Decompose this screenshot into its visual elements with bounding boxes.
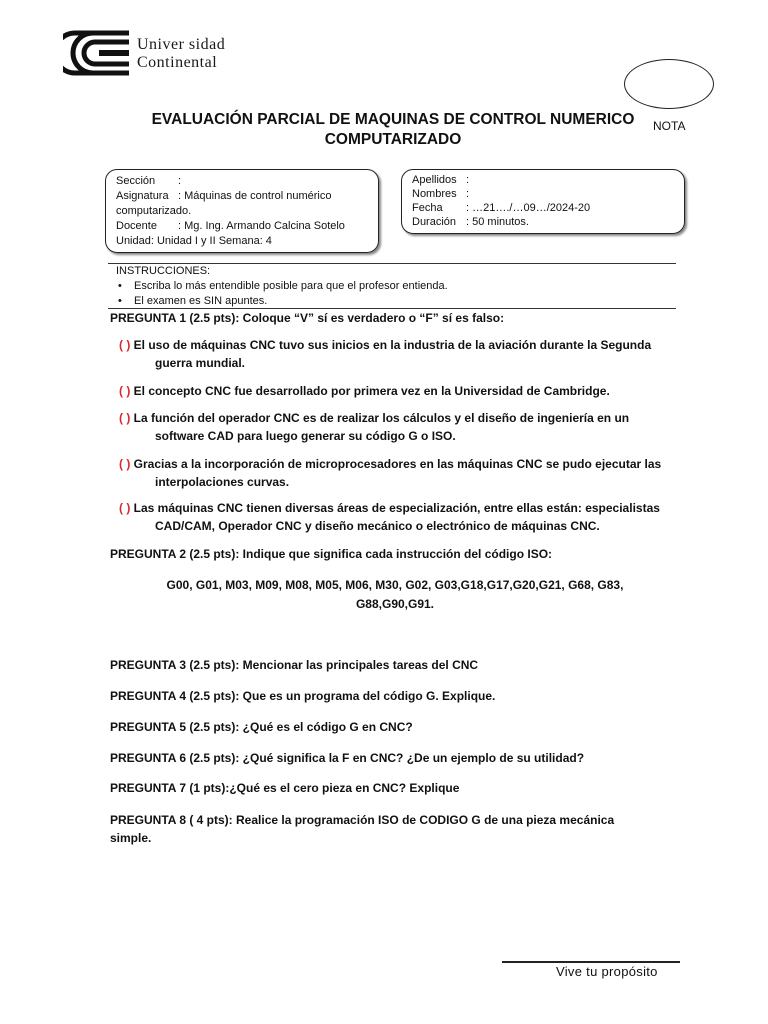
- university-name-line1: Univer sidad: [137, 36, 226, 53]
- info-value: : Mg. Ing. Armando Calcina Sotelo: [178, 220, 345, 232]
- question-7-text: PREGUNTA 7 (1 pts):¿Qué es el cero pieza en CNC? Explique: [110, 781, 460, 795]
- info-row-subject: [116, 189, 378, 204]
- exam-title-line2: COMPUTARIZADO: [324, 131, 462, 148]
- course-info-box: [105, 169, 379, 253]
- university-logo-icon: [63, 30, 131, 76]
- answer-parenthesis[interactable]: ( ): [119, 384, 131, 398]
- info-label: Sección: [116, 175, 156, 187]
- question-5-text: PREGUNTA 5 (2.5 pts): ¿Qué es el código G en CNC?: [110, 720, 413, 734]
- info-label: Nombres: [412, 188, 457, 200]
- info-row-section: [116, 174, 378, 189]
- info-row-lastname: [412, 173, 684, 187]
- question-8-text: PREGUNTA 8 ( 4 pts): Realice la programación ISO de CODIGO G de una pieza mecánica simple.: [110, 813, 615, 845]
- info-label: Fecha: [412, 202, 443, 214]
- tf-statement-3: ( ) La función del operador CNC es de realizar los cálculos y el diseño de ingeniería en un software CAD para luego generar su código G o ISO.: [119, 411, 630, 443]
- university-name: [137, 36, 225, 72]
- info-label: Apellidos: [412, 174, 457, 186]
- instructions-heading: INSTRUCCIONES:: [116, 265, 211, 277]
- info-row-duration: [412, 215, 684, 229]
- instruction-item: • El examen es SIN apuntes.: [118, 295, 268, 307]
- answer-parenthesis[interactable]: ( ): [119, 457, 131, 471]
- footer-slogan: Vive tu propósito: [556, 964, 658, 979]
- question-3-text: PREGUNTA 3 (2.5 pts): Mencionar las principales tareas del CNC: [110, 658, 479, 672]
- info-row-subject-cont: computarizado.: [116, 205, 192, 217]
- info-value: :: [466, 188, 470, 200]
- tf-statement-5: ( ) Las máquinas CNC tienen diversas áreas de especialización, entre ellas están: especialistas CAD/CAM, Operador CNC y diseño mecánico o electrónico de máquinas CNC.: [119, 501, 660, 533]
- tf-statement-2: ( ) El concepto CNC fue desarrollado por primera vez en la Universidad de Cambridge.: [119, 384, 610, 398]
- instructions-list: [116, 279, 448, 309]
- answer-parenthesis[interactable]: ( ): [119, 501, 131, 515]
- question-2-text: PREGUNTA 2 (2.5 pts): Indique que significa cada instrucción del código ISO:: [110, 547, 553, 561]
- instructions-block: [116, 264, 448, 309]
- info-value: :: [466, 174, 470, 186]
- university-name-line2: Continental: [137, 54, 218, 71]
- answer-parenthesis[interactable]: ( ): [119, 411, 131, 425]
- footer-rule: [502, 961, 680, 963]
- question-4-text: PREGUNTA 4 (2.5 pts): Que es un programa del código G. Explique.: [110, 689, 496, 703]
- info-row-teacher: [116, 219, 378, 234]
- question-6-text: PREGUNTA 6 (2.5 pts): ¿Qué significa la F en CNC? ¿De un ejemplo de su utilidad?: [110, 751, 585, 765]
- info-row-names: [412, 187, 684, 201]
- info-label: Duración: [412, 216, 457, 228]
- grade-oval: [624, 59, 714, 109]
- info-value: : Máquinas de control numérico: [178, 190, 332, 202]
- instruction-item: • Escriba lo más entendible posible para que el profesor entienda.: [118, 280, 448, 292]
- info-value: : 50 minutos.: [466, 216, 529, 228]
- info-label: Docente: [116, 220, 157, 232]
- exam-title: [150, 110, 636, 150]
- question-1-text: PREGUNTA 1 (2.5 pts): Coloque “V” sí es verdadero o “F” sí es falso:: [110, 311, 505, 325]
- info-row-unit: Unidad: Unidad I y II Semana: 4: [116, 235, 272, 247]
- iso-codes: [130, 576, 660, 613]
- info-label: Asignatura: [116, 190, 169, 202]
- info-value: : …21…./…09…/2024-20: [466, 202, 591, 214]
- tf-statement-1: ( ) El uso de máquinas CNC tuvo sus inicios en la industria de la aviación durante la Segunda guerra mundial.: [119, 338, 652, 370]
- tf-statement-4: ( ) Gracias a la incorporación de microprocesadores en las máquinas CNC se pudo ejecutar las interpolaciones curvas.: [119, 457, 662, 489]
- grade-label: NOTA: [653, 119, 686, 133]
- student-info-box: [401, 169, 685, 234]
- info-value: :: [178, 175, 182, 187]
- iso-codes-line1: G00, G01, M03, M09, M08, M05, M06, M30, G02, G03,G18,G17,G20,G21, G68, G83,: [166, 578, 624, 592]
- answer-parenthesis[interactable]: ( ): [119, 338, 131, 352]
- info-row-date: [412, 201, 684, 215]
- exam-title-line1: EVALUACIÓN PARCIAL DE MAQUINAS DE CONTROL NUMERICO: [151, 111, 635, 128]
- iso-codes-line2: G88,G90,G91.: [355, 596, 435, 611]
